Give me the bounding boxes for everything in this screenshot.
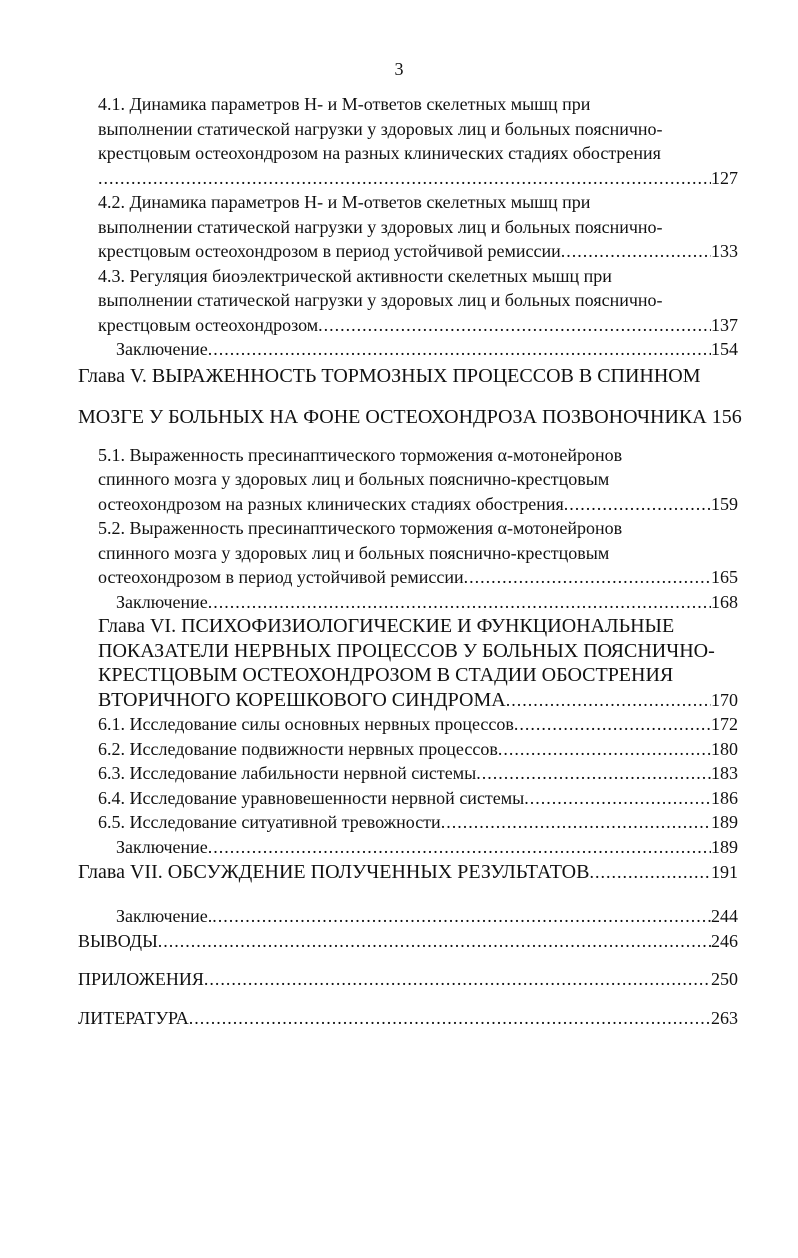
page-ref: 159 (711, 493, 738, 514)
toc-chapter-5: Глава V. ВЫРАЖЕННОСТЬ ТОРМОЗНЫХ ПРОЦЕССОВ В СПИННОМ МОЗГЕ У БОЛЬНЫХ НА ФОНЕ ОСТЕОХОНДРОЗА ПОЗВОНОЧНИКА 156 (78, 364, 742, 428)
page-ref: 191 (711, 862, 738, 882)
page-ref: 250 (711, 969, 738, 989)
page-ref: 189 (711, 812, 738, 832)
toc-entry-6-1: 6.1. Исследование силы основных нервных процессов ..... 172 (78, 712, 738, 737)
toc-chapter-6: Глава VI. ПСИХОФИЗИОЛОГИЧЕСКИЕ И ФУНКЦИОНАЛЬНЫЕ ПОКАЗАТЕЛИ НЕРВНЫХ ПРОЦЕССОВ У БОЛЬНЫХ ПОЯСНИЧНО- КРЕСТЦОВЫМ ОСТЕОХОНДРОЗОМ В СТАДИИ ОБОСТРЕНИЯ ВТОРИЧНОГО КОРЕШКОВОГО СИНДРОМА ..... 170 (78, 614, 738, 712)
page-ref: 189 (711, 836, 738, 857)
page-ref: 244 (711, 906, 738, 926)
toc-entry-4-3: 4.3. Регуляция биоэлектрической активности скелетных мышц при выполнении статической нагрузки у здоровых лиц и больных пояснично- крестцовым остеохондрозом ..... 137 (78, 264, 738, 338)
table-of-contents (78, 92, 742, 1030)
toc-entry-5-2: 5.2. Выраженность пресинаптического торможения α-мотонейронов спинного мозга у здоровых лиц и больных пояснично-крестцовым остеохондрозом в период устойчивой ремиссии ..... 165 (78, 516, 738, 590)
page-ref: 156 (711, 405, 742, 428)
page-ref: 180 (711, 738, 738, 759)
toc-entry-conclusion-4: Заключение ..... 154 (78, 337, 738, 362)
toc-entry-4-2: 4.2. Динамика параметров Н- и М-ответов скелетных мышц при выполнении статической нагрузки у здоровых лиц и больных пояснично- крестцовым остеохондрозом в период устойчивой ремиссии ..... 133 (78, 190, 738, 264)
page-ref: 183 (711, 763, 738, 783)
toc-entry-6-5: 6.5. Исследование ситуативной тревожности ..... 189 (78, 810, 738, 835)
toc-entry-conclusion-7: Заключение. ..... 244 (78, 904, 738, 929)
toc-entry-6-2: 6.2. Исследование подвижности нервных процессов ..... 180 (78, 737, 738, 762)
toc-entry-appendices: ПРИЛОЖЕНИЯ ..... 250 (78, 967, 738, 992)
page-number: 3 (394, 59, 404, 79)
toc-entry-6-3: 6.3. Исследование лабильности нервной системы ..... 183 (78, 761, 738, 786)
toc-entry-conclusion-6: Заключение ..... 189 (78, 835, 738, 860)
page-ref: 168 (711, 591, 738, 612)
page-ref: 137 (711, 314, 738, 335)
toc-entry-conclusion-5: Заключение ..... 168 (78, 590, 738, 615)
page-ref: 172 (711, 714, 738, 734)
page-ref: 165 (711, 567, 738, 587)
toc-entry-conclusions: ВЫВОДЫ ..... 246 (78, 929, 738, 954)
page-ref: 154 (711, 339, 738, 359)
page-ref: 263 (711, 1007, 738, 1028)
toc-entry-literature: ЛИТЕРАТУРА ..... 263 (78, 1006, 738, 1031)
toc-entry-6-4: 6.4. Исследование уравновешенности нервной системы ..... 186 (78, 786, 738, 811)
toc-entry-5-1: 5.1. Выраженность пресинаптического торможения α-мотонейронов спинного мозга у здоровых лиц и больных пояснично-крестцовым остеохондрозом на разных клинических стадиях обострения ..... 159 (78, 443, 738, 517)
page-ref: 170 (711, 689, 738, 710)
toc-entry-4-1: 4.1. Динамика параметров Н- и М-ответов скелетных мышц при выполнении статической нагрузки у здоровых лиц и больных пояснично- крестцовым остеохондрозом на разных клинических стадиях обострения ..... 127 (78, 92, 738, 190)
toc-chapter-7: Глава VII. ОБСУЖДЕНИЕ ПОЛУЧЕННЫХ РЕЗУЛЬТАТОВ ..... 191 (78, 859, 738, 886)
page-ref: 127 (711, 167, 738, 188)
page-ref: 133 (711, 241, 738, 261)
page-ref: 186 (711, 787, 738, 808)
page-ref: 246 (711, 930, 738, 951)
